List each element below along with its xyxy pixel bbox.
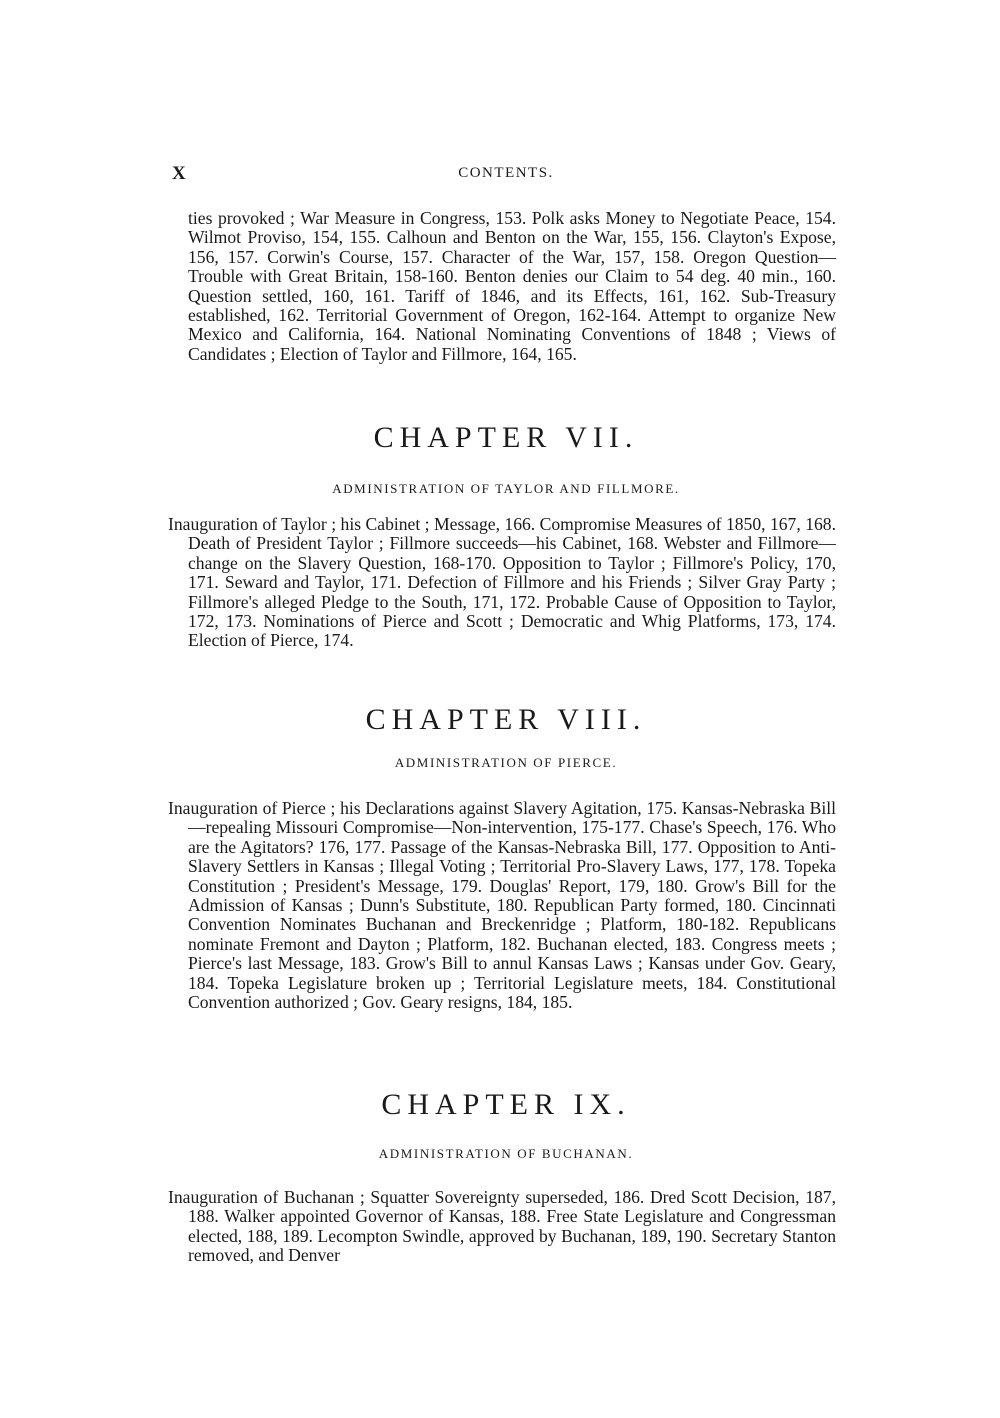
chapter-ix-summary: Inauguration of Buchanan ; Squatter Sovereignty superseded, 186. Dred Scott Decision, 187, 188. Walker appointed Governor of Kansas, 188. Free State Legislature and Congressman elected, 188, 189. Lecompton Swindle, approved by Buchanan, 189, 190. Secretary Stanton removed, and Denver [168,1187,836,1266]
page-number: X [172,163,187,184]
chapter-viii-summary: Inauguration of Pierce ; his Declarations against Slavery Agitation, 175. Kansas-Nebraska Bill—repealing Missouri Compromise—Non-intervention, 175-177. Chase's Speech, 176. Who are the Agitators? 176, 177. Passage of the Kansas-Nebraska Bill, 177. Opposition to Anti-Slavery Settlers in Kansas ; Illegal Voting ; Territorial Pro-Slavery Laws, 177, 178. Topeka Constitution ; President's Message, 179. Douglas' Report, 179, 180. Grow's Bill for the Admission of Kansas ; Dunn's Substitute, 180. Republican Party formed, 180. Cincinnati Convention Nominates Buchanan and Breckenridge ; Platform, 180-182. Republicans nominate Fremont and Dayton ; Platform, 182. Buchanan elected, 183. Congress meets ; Pierce's last Message, 183. Grow's Bill to annul Kansas Laws ; Kansas under Gov. Geary, 184. Topeka Legislature broken up ; Territorial Legislature meets, 184. Constitutional Convention authorized ; Gov. Geary resigns, 184, 185. [168,798,836,1013]
chapter-vii-subtitle: ADMINISTRATION OF TAYLOR AND FILLMORE. [332,481,680,496]
chapter-vii-heading: CHAPTER VII. [373,421,639,454]
chapter-vii-summary: Inauguration of Taylor ; his Cabinet ; Message, 166. Compromise Measures of 1850, 167, 168. Death of President Taylor ; Fillmore succeeds—his Cabinet, 168. Webster and Fillmore—change on the Slavery Question, 168-170. Opposition to Taylor ; Fillmore's Policy, 170, 171. Seward and Taylor, 171. Defection of Fillmore and his Friends ; Silver Gray Party ; Fillmore's alleged Pledge to the South, 171, 172. Probable Cause of Opposition to Taylor, 172, 173. Nominations of Pierce and Scott ; Democratic and Whig Platforms, 173, 174. Election of Pierce, 174. [168,514,836,651]
chapter-ix-heading: CHAPTER IX. [381,1088,631,1121]
continuation-paragraph: ties provoked ; War Measure in Congress, 153. Polk asks Money to Negotiate Peace, 154. Wilmot Proviso, 154, 155. Calhoun and Benton on the War, 155, 156. Clayton's Expose, 156, 157. Corwin's Course, 157. Character of the War, 157, 158. Oregon Question—Trouble with Great Britain, 158-160. Benton denies our Claim to 54 deg. 40 min., 160. Question settled, 160, 161. Tariff of 1846, and its Effects, 161, 162. Sub-Treasury established, 162. Territorial Government of Oregon, 162-164. Attempt to organize New Mexico and California, 164. National Nominating Conventions of 1848 ; Views of Candidates ; Election of Taylor and Fillmore, 164, 165. [188,208,836,364]
chapter-viii-heading: CHAPTER VIII. [365,703,647,736]
running-head [172,163,840,187]
chapter-viii-subtitle: ADMINISTRATION OF PIERCE. [394,755,618,770]
running-head-title: CONTENTS. [458,165,554,181]
chapter-ix-subtitle: ADMINISTRATION OF BUCHANAN. [378,1146,634,1161]
